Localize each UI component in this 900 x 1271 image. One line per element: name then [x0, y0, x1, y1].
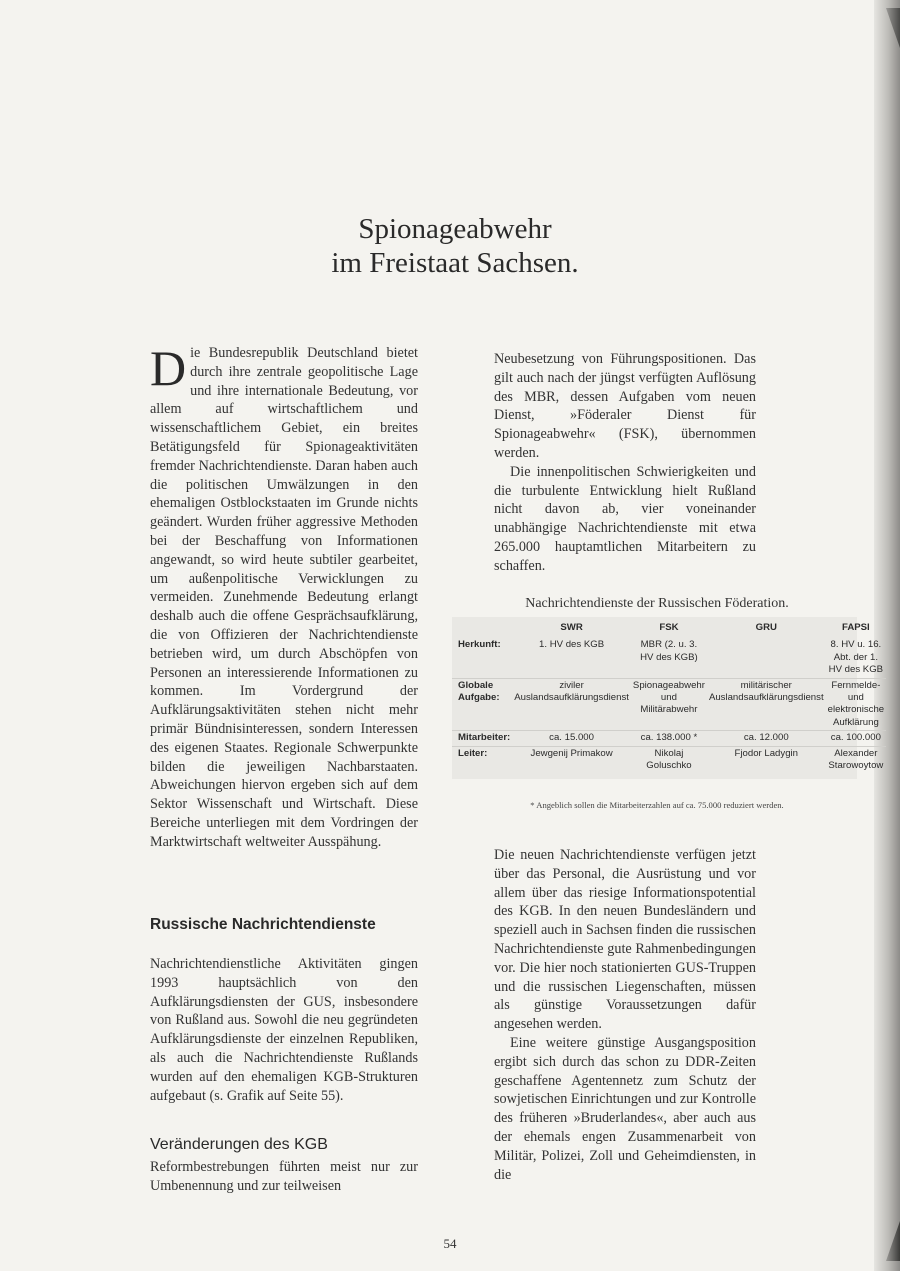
right-column-top — [494, 350, 756, 576]
table-row — [452, 678, 886, 731]
right-paragraph-2: Die innenpolitischen Schwierigkeiten und die turbulente Entwicklung hielt Rußland nicht davon ab, vier voneinander unabhängige Nachrichtendienste mit etwa 265.000 hauptamtlichen Mitarbeitern zu schaffen. — [494, 463, 756, 574]
table-footnote: * Angeblich sollen die Mitarbeiterzahlen auf ca. 75.000 reduziert werden. — [530, 800, 784, 810]
right-paragraph-4: Eine weitere günstige Ausgangsposition ergibt sich durch das schon zu DDR-Zeiten geschaffene Agentennetz zum Schutz der sowjetischen Einrichtungen und zur Kontrolle des früheren »Bruderlandes«, aber auch aus der ehemals engen Zusammenarbeit von Militär, Polizei, Zoll und Geheimdiensten, in die — [494, 1034, 756, 1183]
section-heading-russian-services: Russische Nachrichtendienste — [150, 916, 376, 933]
table-header-row — [452, 621, 886, 638]
table-cell: MBR (2. u. 3. HV des KGB) — [640, 639, 698, 663]
title-line-2: im Freistaat Sachsen. — [331, 247, 579, 279]
table-corner — [452, 621, 512, 638]
table-cell: ziviler Auslandsaufklärungsdienst — [512, 678, 631, 731]
intro-paragraph — [150, 340, 418, 852]
table-cell: Spionageabwehr und Militärabwehr — [631, 678, 707, 731]
page-number: 54 — [443, 1236, 457, 1251]
table-row — [452, 746, 886, 773]
intro-text: ie Bundesrepublik Deutschland bietet durch ihre zentrale geopolitische Lage und ihre internationale Bedeutung, vor allem auf wirtschaftlichem und wissenschaftlichem Gebiet, ein breites Betätigungsfeld für Spionageaktivitäten fremder Nachrichtendienste. Daran haben auch die politischen Umwälzungen in den ehemaligen Ostblockstaaten im Grunde nichts geändert. Wurden früher aggressive Methoden bei der Beschaffung von Informationen angewandt, so wird heute subtiler gearbeitet, um außenpolitische Verwicklungen zu vermeiden. Zunehmende Bedeutung erlangt deshalb auch die offene Gesprächsaufklärung, die von Offizieren der Nachrichtendienste betrieben wird, um durch Abschöpfen von Personen an interessierende Informationen zu kommen. Im Vordergrund der Aufklärungsaktivitäten stehen nicht mehr primär Bündnisinteressen, sondern Interessen des eigenen Staates. Regionale Schwerpunkte bilden die jeweiligen Nachbarstaaten. Abweichungen hiervon ergeben sich auf dem Sektor Wissenschaft und Wirtschaft. Diese Bereiche unterliegen mit dem Vordringen der Marktwirtschaft weltweiter Ausspähung. — [150, 345, 418, 850]
table-cell: 1. HV des KGB — [539, 639, 605, 651]
column-header: GRU — [755, 622, 777, 633]
drop-cap: D — [150, 340, 187, 396]
column-header: FSK — [659, 622, 679, 633]
table-caption: Nachrichtendienste der Russischen Föderation. — [525, 596, 789, 611]
table-cell: Jewgenij Primakow — [512, 746, 631, 773]
russian-services-column — [150, 955, 418, 1105]
table-cell: ca. 138.000 * — [631, 731, 707, 746]
right-paragraph-1: Neubesetzung von Führungspositionen. Das gilt auch nach der jüngst verfügten Auflösung des MBR, dessen Aufgaben vom neuen Dienst, »Föderaler Dienst für Spionageabwehr« (FSK), übernommen werden. — [494, 351, 756, 461]
title-line-1: Spionageabwehr — [358, 213, 552, 245]
row-label: Globale Aufgabe: — [452, 678, 512, 731]
page-edge-shadow-top — [886, 8, 900, 48]
page-title — [180, 212, 730, 280]
kgb-changes-column — [150, 1158, 418, 1196]
table-row — [452, 638, 886, 678]
table-cell: ca. 15.000 — [512, 731, 631, 746]
intro-column — [150, 340, 418, 852]
column-header: SWR — [560, 622, 583, 633]
table-cell: ca. 100.000 — [826, 731, 887, 746]
table-cell: 8. HV u. 16. Abt. der 1. HV des KGB — [828, 639, 884, 676]
table-row — [452, 731, 886, 746]
table-cell — [707, 638, 826, 678]
row-label: Mitarbeiter: — [452, 731, 512, 746]
section-heading-kgb-changes: Veränderungen des KGB — [150, 1136, 328, 1153]
table-cell: Alexander Starowoytow — [826, 746, 887, 773]
table-cell: Fjodor Ladygin — [707, 746, 826, 773]
right-paragraph-3: Die neuen Nachrichtendienste verfügen jetzt über das Personal, die Ausrüstung und vor allem über das riesige Informationspotential des KGB. In den neuen Bundesländern und speziell auch in Sachsen finden die russischen Nachrichtendienste gute Rahmenbedingungen vor. Die hier noch stationierten GUS-Truppen und die russischen Liegenschaften, müssen als günstige Voraussetzungen dafür angesehen werden. — [494, 847, 756, 1033]
table-cell: Fernmelde- und elektronische Aufklärung — [826, 678, 887, 731]
kgb-changes-paragraph: Reformbestrebungen führten meist nur zur Umbenennung und zur teilweisen — [150, 1159, 418, 1194]
column-header: FAPSI — [842, 622, 870, 633]
table-cell: Nikolaj Goluschko — [631, 746, 707, 773]
russian-services-paragraph: Nachrichtendienstliche Aktivitäten gingen 1993 hauptsächlich von den Aufklärungsdiensten der GUS, insbesondere von Rußland aus. Sowohl die neu gegründeten Aufklärungsdienste der einzelnen Republiken, als auch die Nachrichtendienste Rußlands wurden auf den ehemaligen KGB-Strukturen aufgebaut (s. Grafik auf Seite 55). — [150, 956, 418, 1104]
row-label: Leiter: — [452, 746, 512, 773]
services-table — [452, 617, 885, 779]
row-label: Herkunft: — [458, 639, 501, 651]
table-cell: ca. 12.000 — [707, 731, 826, 746]
table-cell: militärischer Auslandsaufklärungsdienst — [707, 678, 826, 731]
right-column-bottom — [494, 846, 756, 1184]
